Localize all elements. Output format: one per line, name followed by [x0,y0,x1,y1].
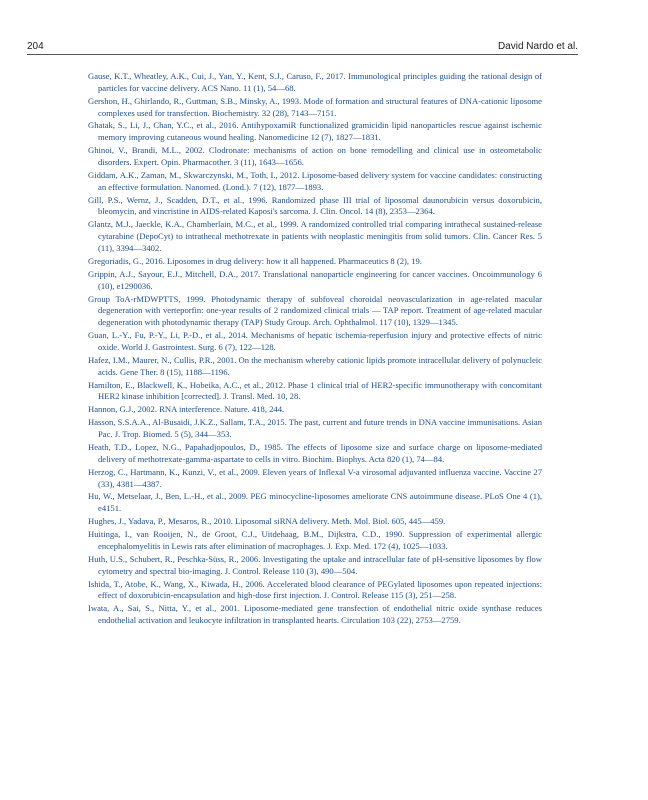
running-head: David Nardo et al. [497,41,578,52]
reference-item: Gregoriadis, G., 2016. Liposomes in drug delivery: how it all happened. Pharmaceutics 8 (2), 19. [88,255,422,266]
reference-item: Gill, P.S., Wernz, J., Scadden, D.T., et al., 1996. Randomized phase III trial of liposomal daunorubicin versus doxorubicin, bleomycin, and vincristine in AIDS-related Kaposi's sarcoma. J. Clin. Oncol. 14 (8), 2353—2364. [88,194,542,217]
reference-item: Giddam, A.K., Zaman, M., Skwarczynski, M., Toth, I., 2012. Liposome-based delivery system for vaccine candidates: constructing an effective formulation. Nanomed. (Lond.). 7 (12), 1877—1893. [88,169,542,192]
reference-item: Heath, T.D., Lopez, N.G., Papahadjopoulos, D., 1985. The effects of liposome size and surface charge on liposome-mediated delivery of methotrexate-gamma-aspartate to cells in vitro. Biochim. Biophys. Acta 820 (1), 74—84. [88,442,542,464]
page-header [27,40,578,54]
page-number: 204 [27,41,44,52]
reference-item: Hafez, I.M., Maurer, N., Cullis, P.R., 2001. On the mechanism whereby cationic lipids promote intracellular delivery of polynucleic acids. Gene Ther. 8 (15), 1188—1196. [88,354,542,377]
reference-item: Huth, U.S., Schubert, R., Peschka-Süss, R., 2006. Investigating the uptake and intracellular fate of pH-sensitive liposomes by flow cytometry and spectral bio-imaging. J. Control. Release 110 (3), 490—504. [88,553,542,576]
reference-item: Hannon, G.J., 2002. RNA interference. Nature. 418, 244. [88,404,285,415]
reference-item: Group ToA-rMDWPTTS, 1999. Photodynamic therapy of subfoveal choroidal neovascularization in age-related macular degeneration with verteporfin: one-year results of 2 randomized clinical trials — TAP report. Treatment of age-related macular degeneration with photodynamic therapy (TAP) Study Group. Arch. Ophthalmol. 117 (10), 1329—1345. [88,293,542,328]
reference-item: Hasson, S.S.A.A., Al-Busaidi, J.K.Z., Sallam, T.A., 2015. The past, current and future trends in DNA vaccine immunisations. Asian Pac. J. Trop. Biomed. 5 (5), 344—353. [88,417,542,440]
reference-list [88,71,542,628]
reference-item: Hughes, J., Yadava, P., Mesaros, R., 2010. Liposomal siRNA delivery. Meth. Mol. Biol. 605, 445—459. [88,516,446,527]
reference-item: Hamilton, E., Blackwell, K., Hobeika, A.C., et al., 2012. Phase 1 clinical trial of HER2-specific immunotherapy with concomitant HER2 kinase inhibition [corrected]. J. Transl. Med. 10, 28. [88,379,542,402]
reference-item: Grippin, A.J., Sayour, E.J., Mitchell, D.A., 2017. Translational nanoparticle engineering for cancer vaccines. Oncoimmunology 6 (10), e1290036. [88,268,542,291]
reference-item: Ghatak, S., Li, J., Chan, Y.C., et al., 2016. AntihypoxamiR functionalized gramicidin lipid nanoparticles rescue against ischemic memory improving cutaneous wound healing. Nanomedicine 12 (7), 1827—1831. [88,120,542,143]
reference-item: Ghinoi, V., Brandi, M.L., 2002. Clodronate: mechanisms of action on bone remodelling and clinical use in osteometabolic disorders. Expert. Opin. Pharmacother. 3 (11), 1643—1656. [88,145,542,167]
reference-item: Hu, W., Metselaar, J., Ben, L.-H., et al., 2009. PEG minocycline-liposomes ameliorate CNS autoimmune disease. PLoS One 4 (1), e4151. [88,491,542,514]
reference-item: Gershon, H., Ghirlando, R., Guttman, S.B., Minsky, A., 1993. Mode of formation and structural features of DNA-cationic liposome complexes used for transfection. Biochemistry. 32 (28), 7143—7151. [88,95,542,118]
reference-item: Iwata, A., Sai, S., Nitta, Y., et al., 2001. Liposome-mediated gene transfection of endothelial nitric oxide synthase reduces endothelial activation and leukocyte infiltration in transplanted hearts. Circulation 103 (22), 2753—2759. [88,603,542,626]
header-rule [27,54,578,55]
reference-item: Guan, L.-Y., Fu, P.-Y., Li, P.-D., et al., 2014. Mechanisms of hepatic ischemia-reperfusion injury and protective effects of nitric oxide. World J. Gastrointest. Surg. 6 (7), 122—128. [88,330,542,352]
reference-item: Herzog, C., Hartmann, K., Kunzi, V., et al., 2009. Eleven years of Inflexal V-a virosomal adjuvanted influenza vaccine. Vaccine 27 (33), 4381—4387. [88,466,542,489]
reference-item: Huitinga, I., van Rooijen, N., de Groot, C.J., Uitdehaag, B.M., Dijkstra, C.D., 1990. Suppression of experimental allergic encephalomyelitis in Lewis rats after elimination of macrophages. J. Exp. Med. 172 (4), 1025—1033. [88,529,542,551]
reference-item: Ishida, T., Atobe, K., Wang, X., Kiwada, H., 2006. Accelerated blood clearance of PEGylated liposomes upon repeated injections: effect of doxorubicin-encapsulation and high-dose first injection. J. Control. Release 115 (3), 251—258. [88,578,542,601]
reference-item: Glantz, M.J., Jaeckle, K.A., Chamberlain, M.C., et al., 1999. A randomized controlled trial comparing intrathecal sustained-release cytarabine (DepoCyt) to intrathecal methotrexate in patients with neoplastic meningitis from solid tumors. Clin. Cancer Res. 5 (11), 3394—3402. [88,219,542,253]
reference-item: Gause, K.T., Wheatley, A.K., Cui, J., Yan, Y., Kent, S.J., Caruso, F., 2017. Immunological principles guiding the rational design of particles for vaccine delivery. ACS Nano. 11 (1), 54—68. [88,71,542,93]
